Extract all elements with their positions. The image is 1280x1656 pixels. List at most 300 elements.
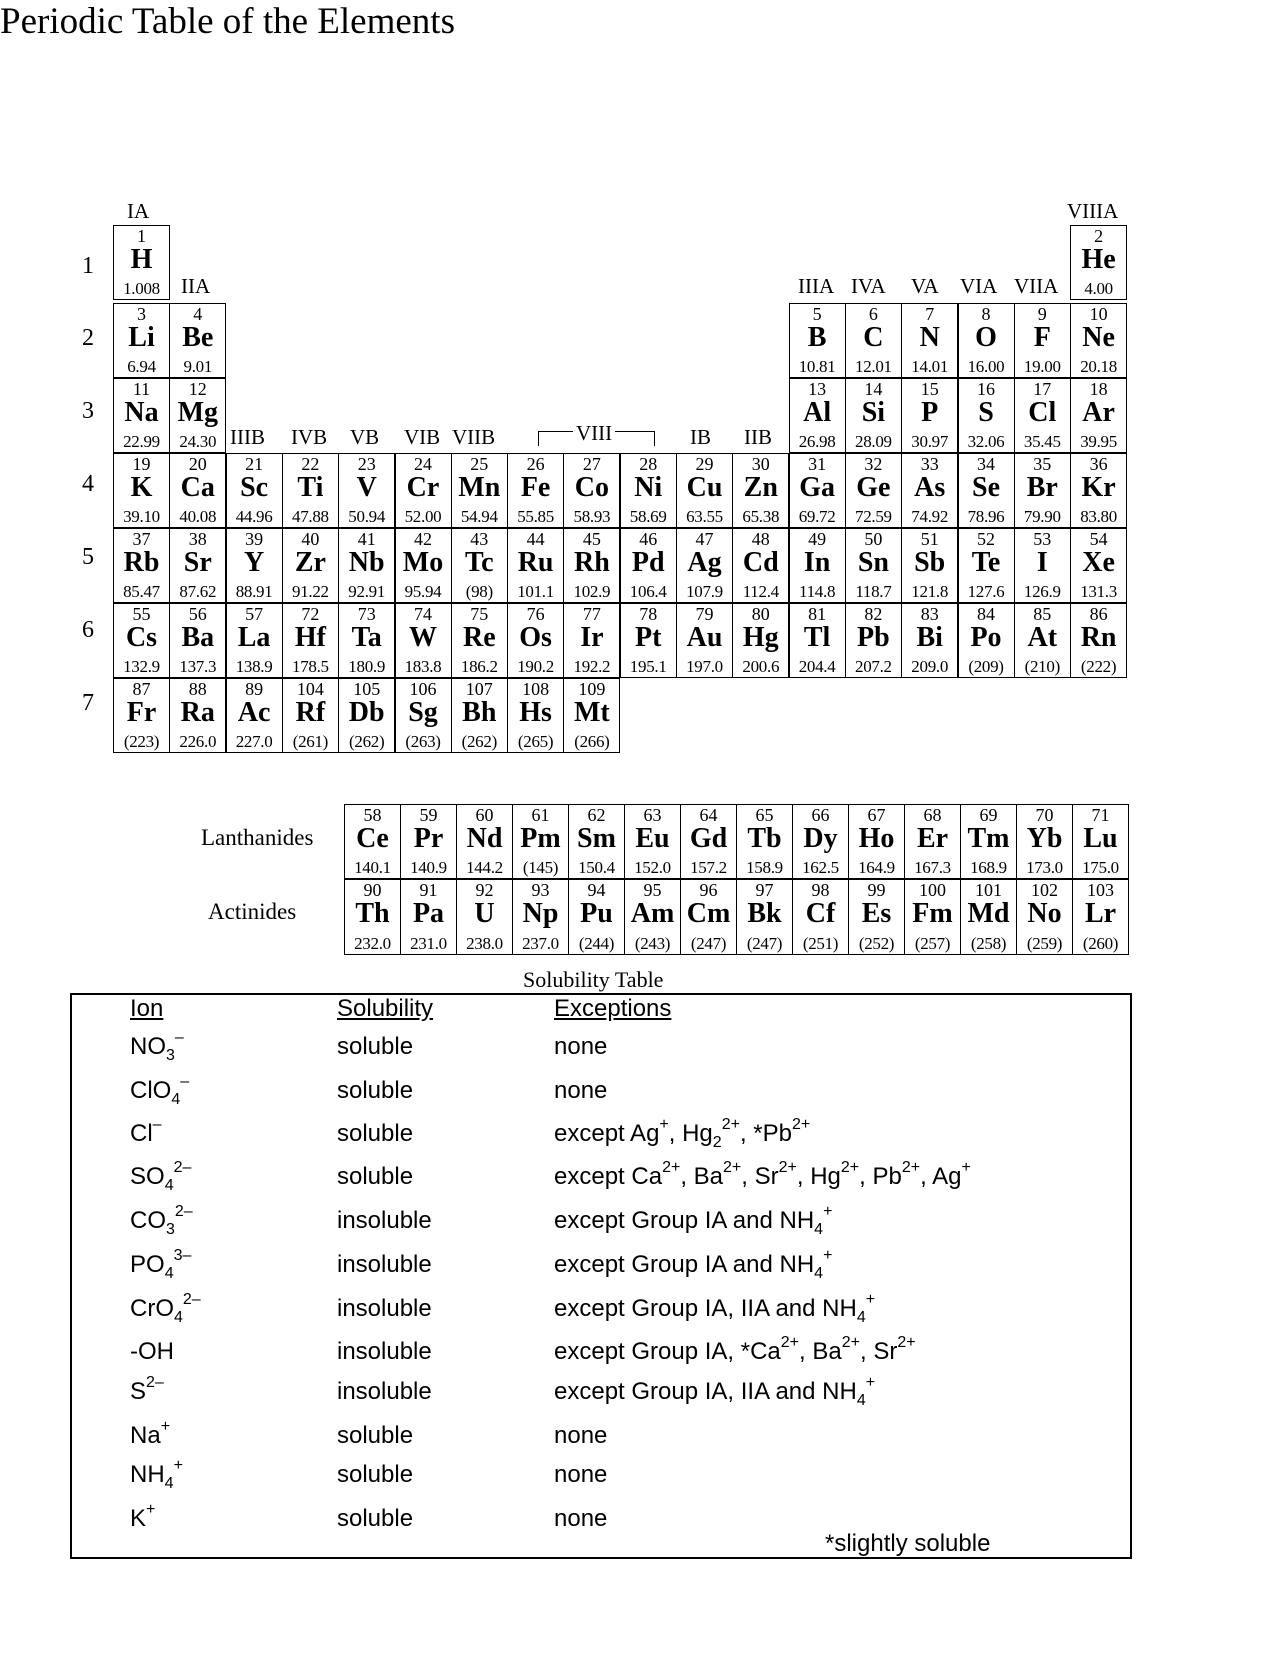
atomic-number: 29 [695,454,714,474]
element-bh [451,678,508,753]
element-symbol: Bi [916,622,943,653]
atomic-number: 30 [751,454,770,474]
element-symbol: Kr [1081,472,1116,503]
element-symbol: Yb [1026,823,1063,854]
element-symbol: Pb [857,622,890,653]
actinides-label: Actinides [208,899,297,924]
element-symbol: K [130,472,153,503]
atomic-number: 48 [751,529,770,549]
element-sr [169,528,226,603]
element-fe [507,453,564,528]
element-symbol: Xe [1082,547,1115,578]
atomic-mass: 150.4 [578,858,615,877]
atomic-mass: 186.2 [460,657,498,676]
group-label-iiib: IIIB [230,425,265,449]
element-symbol: Tc [465,547,494,578]
period-label-3: 3 [82,398,94,424]
element-at [1014,603,1071,678]
element-symbol: Cf [805,898,836,929]
element-cd [732,528,789,603]
element-symbol: Fe [520,472,551,503]
element-mt [563,678,620,753]
element-symbol: Br [1026,472,1058,503]
atomic-mass: 167.3 [914,858,951,877]
element-s [958,378,1015,453]
element-symbol: Rb [123,547,160,578]
atomic-number: 107 [465,679,493,699]
element-am [624,879,681,955]
atomic-mass: 127.6 [967,582,1005,601]
atomic-mass: (243) [634,934,671,953]
atomic-mass: (252) [858,934,895,953]
atomic-mass: (259) [1026,934,1063,953]
element-symbol: Sg [408,697,438,728]
element-pm [512,804,569,879]
group-label-viia: VIIA [1014,274,1059,298]
solubility-row-solubility: soluble [337,1120,414,1147]
atomic-number: 9 [1037,304,1047,324]
atomic-number: 12 [188,379,207,399]
group-label-viii: VIII [573,421,615,445]
atomic-number: 70 [1035,805,1054,825]
element-ir [563,603,620,678]
atomic-mass: 69.72 [798,507,836,526]
element-symbol: S [978,397,994,428]
atomic-number: 37 [132,529,151,549]
atomic-number: 81 [808,604,827,624]
solubility-header-exceptions: Exceptions [554,995,672,1022]
solubility-row-exceptions: none [554,1033,608,1060]
element-sm [568,804,625,879]
period-label-2: 2 [82,325,94,351]
element-symbol: Np [522,898,559,929]
solubility-row-ion: -OH [130,1338,174,1365]
atomic-mass: 197.0 [686,657,723,676]
solubility-table-title: Solubility Table [523,967,664,992]
atomic-mass: 173.0 [1026,858,1063,877]
element-ni [620,453,677,528]
atomic-number: 59 [419,805,438,825]
atomic-mass: (244) [578,934,615,953]
element-symbol: Re [462,622,496,653]
atomic-mass: (260) [1082,934,1119,953]
element-rf [282,678,339,753]
element-symbol: Si [861,397,886,428]
period-label-5: 5 [82,544,94,570]
atomic-number: 94 [587,880,606,900]
group-label-iiia: IIIA [798,274,835,298]
element-he [1070,225,1127,300]
element-f [1014,303,1071,378]
element-sg [395,678,452,753]
element-tm [960,804,1017,879]
element-symbol: Eu [635,823,670,854]
element-rh [563,528,620,603]
atomic-mass: 152.0 [634,858,671,877]
atomic-mass: 107.9 [686,582,723,601]
atomic-mass: 101.1 [517,582,554,601]
atomic-mass: (266) [574,732,610,751]
element-tl [789,603,846,678]
atomic-mass: (262) [461,732,497,751]
solubility-row-exceptions: none [554,1422,608,1449]
element-b [789,303,846,378]
group-label-viib: VIIB [452,425,496,449]
atomic-mass: 39.10 [123,507,160,526]
atomic-mass: 40.08 [179,507,217,526]
element-symbol: Bh [462,697,497,728]
element-xe [1070,528,1127,603]
atomic-number: 105 [353,679,381,699]
atomic-mass: 87.62 [179,582,217,601]
atomic-mass: (262) [349,732,385,751]
element-n [901,303,958,378]
atomic-mass: 238.0 [466,934,503,953]
element-v [338,453,395,528]
atomic-mass: (265) [517,732,554,751]
atomic-mass: 19.00 [1023,357,1061,376]
element-bi [901,603,958,678]
group-label-viiia: VIIIA [1067,199,1119,223]
atomic-number: 97 [755,880,774,900]
atomic-mass: 92.91 [348,582,386,601]
element-es [848,879,905,955]
element-cs [113,603,170,678]
solubility-row-solubility: insoluble [337,1338,432,1365]
atomic-mass: 28.09 [855,432,892,451]
element-ra [169,678,226,753]
solubility-row-exceptions: except Group IA and $NH_4^+$ [554,1203,833,1238]
element-i [1014,528,1071,603]
atomic-number: 8 [981,304,991,324]
atomic-mass: 10.81 [798,357,836,376]
element-symbol: H [130,244,153,275]
element-symbol: Ce [356,823,389,854]
element-symbol: Dy [803,823,838,854]
atomic-number: 52 [977,529,995,549]
atomic-number: 71 [1091,805,1110,825]
solubility-header-ion: Ion [130,995,164,1022]
element-kr [1070,453,1127,528]
element-nd [456,804,513,879]
element-symbol: Hg [742,622,779,653]
element-symbol: Mo [402,547,444,578]
element-sc [226,453,283,528]
element-symbol: Te [971,547,1001,578]
atomic-number: 67 [867,805,886,825]
atomic-mass: (258) [970,934,1007,953]
element-au [676,603,733,678]
element-symbol: Hf [294,622,326,653]
group-label-ib: IB [690,425,711,449]
element-re [451,603,508,678]
atomic-mass: 26.98 [798,432,836,451]
atomic-mass: (98) [465,582,493,601]
atomic-mass: 204.4 [798,657,836,676]
element-symbol: Be [182,322,214,353]
atomic-number: 73 [357,604,376,624]
element-symbol: Sb [914,547,946,578]
element-yb [1016,804,1073,879]
element-symbol: No [1027,898,1062,929]
element-k [113,453,170,528]
element-pr [400,804,457,879]
element-o [958,303,1015,378]
atomic-number: 27 [582,454,601,474]
atomic-mass: 178.5 [292,657,329,676]
element-fr [113,678,170,753]
atomic-mass: (222) [1080,657,1117,676]
element-db [338,678,395,753]
atomic-mass: 190.2 [517,657,554,676]
atomic-mass: 9.01 [183,357,213,376]
element-symbol: At [1027,622,1058,653]
group-label-vib: VIB [404,425,441,449]
atomic-mass: 138.9 [235,657,273,676]
solubility-row-ion: $NH_4^+$ [130,1457,183,1492]
group-label-via: VIA [960,274,998,298]
element-ba [169,603,226,678]
atomic-number: 41 [357,529,376,549]
period-label-7: 7 [82,690,94,716]
element-eu [624,804,681,879]
atomic-number: 47 [695,529,714,549]
atomic-mass: (247) [690,934,727,953]
element-symbol: B [807,322,827,353]
element-symbol: Po [970,622,1002,653]
atomic-number: 31 [808,454,827,474]
atomic-mass: (145) [522,858,559,877]
solubility-row-ion: ClO$_4$– [130,1073,190,1108]
group-label-iib: IIB [744,425,772,449]
element-cf [792,879,849,955]
element-symbol: P [921,397,939,428]
atomic-mass: 95.94 [404,582,442,601]
atomic-mass: 195.1 [629,657,667,676]
atomic-mass: 140.9 [410,858,447,877]
atomic-number: 58 [363,805,382,825]
atomic-mass: 200.6 [742,657,780,676]
element-symbol: Pm [520,823,561,854]
element-symbol: U [474,898,495,929]
atomic-mass: 35.45 [1023,432,1061,451]
atomic-mass: 24.30 [179,432,217,451]
atomic-number: 5 [812,304,822,324]
atomic-mass: (257) [914,934,951,953]
element-symbol: Na [124,397,159,428]
element-c [845,303,902,378]
atomic-number: 102 [1031,880,1058,900]
atomic-mass: 39.95 [1080,432,1117,451]
element-symbol: Tl [803,622,831,653]
atomic-number: 84 [977,604,995,624]
atomic-number: 46 [639,529,658,549]
element-symbol: Pr [413,823,444,854]
element-symbol: Tm [967,823,1010,854]
solubility-row-solubility: soluble [337,1505,414,1532]
element-gd [680,804,737,879]
atomic-number: 40 [301,529,320,549]
element-symbol: Ne [1082,322,1115,353]
atomic-mass: 158.9 [746,858,783,877]
atomic-mass: 32.06 [967,432,1005,451]
atomic-mass: 4.00 [1084,279,1113,298]
element-mo [395,528,452,603]
element-symbol: Cu [686,472,723,503]
element-symbol: Pa [412,898,445,929]
element-symbol: Lr [1084,898,1117,929]
element-symbol: Rn [1080,622,1117,653]
element-symbol: Ga [799,472,835,503]
element-tb [736,804,793,879]
element-ce [344,804,401,879]
element-symbol: Cl [1028,397,1057,428]
atomic-mass: 22.99 [123,432,160,451]
atomic-number: 61 [531,805,550,825]
atomic-number: 99 [867,880,886,900]
element-symbol: Am [630,898,675,929]
element-symbol: N [919,322,940,353]
element-w [395,603,452,678]
element-rb [113,528,170,603]
element-si [845,378,902,453]
element-symbol: Ra [180,697,215,728]
element-fm [904,879,961,955]
element-symbol: He [1081,244,1116,275]
solubility-row-solubility: insoluble [337,1207,432,1234]
atomic-number: 90 [363,880,382,900]
element-symbol: Cs [125,622,158,653]
atomic-number: 83 [920,604,939,624]
atomic-number: 66 [811,805,830,825]
atomic-number: 88 [188,679,207,699]
element-symbol: Co [574,472,609,503]
element-symbol: Lu [1083,823,1118,854]
element-al [789,378,846,453]
atomic-mass: 180.9 [348,657,386,676]
atomic-mass: (223) [123,732,160,751]
atomic-number: 108 [522,679,550,699]
element-symbol: Cd [742,547,779,578]
atomic-number: 35 [1033,454,1052,474]
atomic-number: 34 [977,454,995,474]
element-pa [400,879,457,955]
solubility-row-solubility: soluble [337,1077,414,1104]
element-zr [282,528,339,603]
element-pd [620,528,677,603]
element-symbol: Ho [858,823,895,854]
atomic-mass: 131.3 [1080,582,1117,601]
element-symbol: Al [803,397,832,428]
group-label-iva: IVA [851,274,886,298]
atomic-number: 72 [301,604,320,624]
element-cm [680,879,737,955]
element-lu [1072,804,1129,879]
element-hf [282,603,339,678]
atomic-number: 82 [864,604,883,624]
solubility-row-exceptions: none [554,1077,608,1104]
atomic-number: 42 [414,529,432,549]
atomic-number: 63 [643,805,662,825]
element-symbol: Pd [631,547,665,578]
lanthanides-label: Lanthanides [201,825,314,850]
atomic-number: 38 [188,529,207,549]
atomic-number: 80 [751,604,770,624]
element-symbol: I [1036,547,1048,578]
element-symbol: Sr [183,547,212,578]
atomic-number: 21 [245,454,264,474]
atomic-number: 74 [414,604,432,624]
solubility-row-solubility: insoluble [337,1251,432,1278]
atomic-mass: 114.8 [799,582,836,601]
element-tc [451,528,508,603]
atomic-number: 3 [137,304,146,324]
atomic-number: 78 [639,604,658,624]
atomic-mass: 79.90 [1023,507,1061,526]
element-zn [732,453,789,528]
atomic-number: 16 [977,379,995,399]
element-ne [1070,303,1127,378]
element-in [789,528,846,603]
atomic-mass: 106.4 [629,582,667,601]
atomic-number: 2 [1094,226,1104,246]
atomic-mass: (247) [746,934,783,953]
period-label-4: 4 [82,471,94,497]
atomic-mass: 63.55 [686,507,723,526]
element-be [169,303,226,378]
element-u [456,879,513,955]
element-br [1014,453,1071,528]
group-label-iia: IIA [181,274,211,298]
element-symbol: Os [519,622,552,653]
atomic-mass: 30.97 [911,432,949,451]
atomic-mass: 112.4 [742,582,779,601]
element-symbol: Li [128,322,155,353]
element-pb [845,603,902,678]
element-symbol: Th [355,898,390,929]
atomic-number: 49 [808,529,827,549]
atomic-number: 53 [1033,529,1052,549]
atomic-mass: 132.9 [123,657,160,676]
group-label-ivb: IVB [291,425,328,449]
solubility-row-ion: Cl– [130,1116,162,1147]
atomic-mass: 20.18 [1080,357,1117,376]
element-dy [792,804,849,879]
element-mn [451,453,508,528]
element-ga [789,453,846,528]
solubility-row-exceptions: none [554,1505,608,1532]
solubility-row-exceptions: except Group IA and $NH_4^+$ [554,1247,833,1282]
period-label-1: 1 [82,253,94,279]
atomic-number: 79 [695,604,714,624]
atomic-number: 103 [1087,880,1114,900]
element-symbol: Ac [237,697,271,728]
element-symbol: Ca [180,472,215,503]
element-symbol: Mg [177,397,219,428]
element-symbol: La [237,622,271,653]
atomic-mass: 183.8 [404,657,442,676]
atomic-number: 39 [245,529,264,549]
atomic-number: 18 [1089,379,1108,399]
element-symbol: Sn [857,547,889,578]
element-p [901,378,958,453]
element-po [958,603,1015,678]
atomic-mass: 65.38 [742,507,780,526]
atomic-mass: 50.94 [348,507,386,526]
atomic-number: 15 [920,379,939,399]
element-symbol: Pu [580,898,613,929]
atomic-number: 56 [188,604,207,624]
